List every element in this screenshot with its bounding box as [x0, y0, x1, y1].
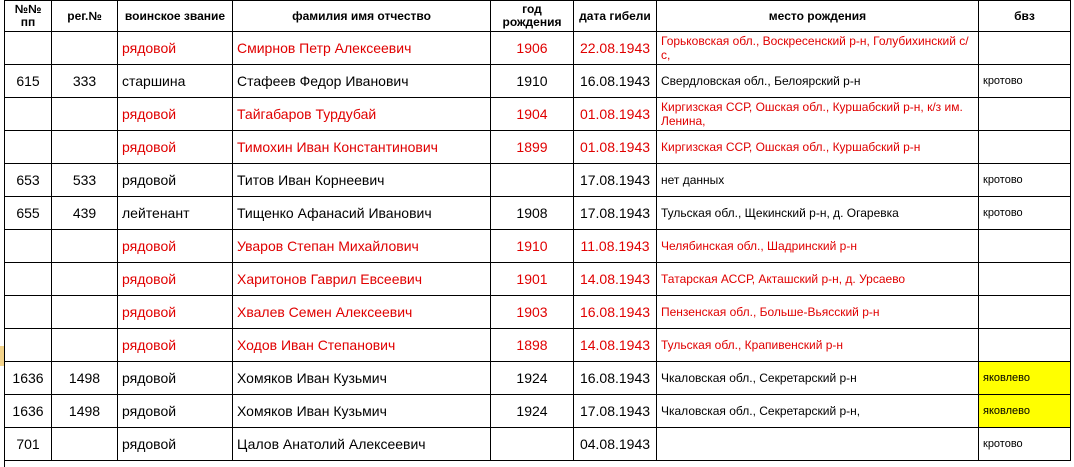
cell-bvz[interactable] [979, 98, 1071, 131]
table-row [5, 362, 1071, 395]
table-row [5, 32, 1071, 65]
cell-bvz[interactable] [979, 131, 1071, 164]
cell-bvz[interactable]: кротово [979, 164, 1071, 197]
table-row [5, 230, 1071, 263]
cell-death[interactable]: 04.08.1943 [574, 428, 657, 461]
cell-bvz[interactable]: кротово [979, 65, 1071, 98]
cell-year[interactable]: 1908 [491, 197, 574, 230]
header-num: №№ пп [5, 1, 52, 32]
header-row [5, 1, 1071, 32]
cell-bvz[interactable]: кротово [979, 197, 1071, 230]
table-row [5, 98, 1071, 131]
cell-name[interactable]: Тищенко Афанасий Иванович [233, 197, 491, 230]
cell-reg[interactable] [52, 296, 118, 329]
cell-death[interactable]: 17.08.1943 [574, 395, 657, 428]
cell-reg[interactable]: 333 [52, 65, 118, 98]
cell-rank[interactable]: рядовой [118, 164, 233, 197]
cell-year[interactable]: 1904 [491, 98, 574, 131]
cell-rank[interactable]: рядовой [118, 329, 233, 362]
cell-place[interactable]: нет данных [657, 164, 979, 197]
cell-rank[interactable]: лейтенант [118, 197, 233, 230]
table-row [5, 197, 1071, 230]
cell-reg[interactable] [52, 329, 118, 362]
cell-year[interactable]: 1924 [491, 395, 574, 428]
cell-place[interactable]: Киргизская ССР, Ошская обл., Куршабский р-н [657, 131, 979, 164]
cell-name[interactable]: Уваров Степан Михайлович [233, 230, 491, 263]
cell-reg[interactable] [52, 32, 118, 65]
cell-year[interactable]: 1906 [491, 32, 574, 65]
cell-rank[interactable]: рядовой [118, 263, 233, 296]
cell-year[interactable] [491, 428, 574, 461]
cell-name[interactable]: Харитонов Гаврил Евсеевич [233, 263, 491, 296]
table-row [5, 329, 1071, 362]
cell-place[interactable]: Пензенская обл., Больше-Вьясский р-н [657, 296, 979, 329]
cell-name[interactable]: Хомяков Иван Кузьмич [233, 362, 491, 395]
cell-death[interactable]: 16.08.1943 [574, 362, 657, 395]
cell-num[interactable] [5, 230, 52, 263]
cell-bvz[interactable]: яковлево [979, 395, 1071, 428]
cell-reg[interactable]: 1498 [52, 362, 118, 395]
header-bvz: бвз [979, 1, 1071, 32]
cell-rank[interactable]: рядовой [118, 98, 233, 131]
cell-name[interactable]: Титов Иван Корнеевич [233, 164, 491, 197]
cell-year[interactable]: 1903 [491, 296, 574, 329]
cell-reg[interactable]: 533 [52, 164, 118, 197]
table-row [5, 395, 1071, 428]
cell-bvz[interactable] [979, 263, 1071, 296]
cell-year[interactable]: 1910 [491, 65, 574, 98]
memorial-table [4, 0, 1071, 461]
cell-death[interactable]: 16.08.1943 [574, 65, 657, 98]
cell-rank[interactable]: рядовой [118, 32, 233, 65]
cell-name[interactable]: Ходов Иван Степанович [233, 329, 491, 362]
cell-place[interactable]: Челябинская обл., Шадринский р-н [657, 230, 979, 263]
cell-bvz[interactable] [979, 230, 1071, 263]
cell-reg[interactable]: 439 [52, 197, 118, 230]
header-name: фамилия имя отчество [233, 1, 491, 32]
cell-name[interactable]: Хомяков Иван Кузьмич [233, 395, 491, 428]
cell-num[interactable]: 1636 [5, 395, 52, 428]
cell-place[interactable]: Татарская АССР, Акташский р-н, д. Урсаево [657, 263, 979, 296]
cell-num[interactable]: 701 [5, 428, 52, 461]
cell-reg[interactable] [52, 230, 118, 263]
cell-rank[interactable]: рядовой [118, 395, 233, 428]
header-year: год рождения [491, 1, 574, 32]
header-death: дата гибели [574, 1, 657, 32]
cell-num[interactable] [5, 263, 52, 296]
table-row [5, 164, 1071, 197]
cell-death[interactable]: 14.08.1943 [574, 329, 657, 362]
cell-num[interactable] [5, 329, 52, 362]
cell-year[interactable]: 1899 [491, 131, 574, 164]
cell-bvz[interactable] [979, 296, 1071, 329]
cell-reg[interactable] [52, 98, 118, 131]
header-reg: рег.№ [52, 1, 118, 32]
cell-reg[interactable] [52, 428, 118, 461]
cell-year[interactable]: 1898 [491, 329, 574, 362]
cell-name[interactable]: Тимохин Иван Константинович [233, 131, 491, 164]
cell-num[interactable] [5, 296, 52, 329]
cell-place[interactable]: Тульская обл., Щекинский р-н, д. Огаревка [657, 197, 979, 230]
cell-rank[interactable]: рядовой [118, 131, 233, 164]
cell-reg[interactable] [52, 131, 118, 164]
cell-num[interactable]: 1636 [5, 362, 52, 395]
cell-name[interactable]: Стафеев Федор Иванович [233, 65, 491, 98]
cell-num[interactable]: 653 [5, 164, 52, 197]
cell-rank[interactable]: рядовой [118, 428, 233, 461]
table-row [5, 296, 1071, 329]
header-rank: воинское звание [118, 1, 233, 32]
cell-place[interactable]: Свердловская обл., Белоярский р-н [657, 65, 979, 98]
cell-rank[interactable]: рядовой [118, 362, 233, 395]
table-row [5, 428, 1071, 461]
cell-name[interactable]: Цалов Анатолий Алексеевич [233, 428, 491, 461]
cell-bvz[interactable] [979, 329, 1071, 362]
cell-rank[interactable]: старшина [118, 65, 233, 98]
cell-rank[interactable]: рядовой [118, 230, 233, 263]
cell-death[interactable]: 16.08.1943 [574, 296, 657, 329]
cell-year[interactable]: 1924 [491, 362, 574, 395]
cell-death[interactable]: 14.08.1943 [574, 263, 657, 296]
cell-place[interactable]: Чкаловская обл., Секретарский р-н, [657, 395, 979, 428]
cell-name[interactable]: Смирнов Петр Алексеевич [233, 32, 491, 65]
table-row [5, 131, 1071, 164]
cell-name[interactable]: Хвалев Семен Алексеевич [233, 296, 491, 329]
cell-num[interactable]: 655 [5, 197, 52, 230]
cell-place[interactable]: Горьковская обл., Воскресенский р-н, Голубихинский с/с, [657, 32, 979, 65]
cell-num[interactable] [5, 131, 52, 164]
cell-bvz[interactable] [979, 32, 1071, 65]
cell-death[interactable]: 22.08.1943 [574, 32, 657, 65]
cell-year[interactable]: 1901 [491, 263, 574, 296]
cell-year[interactable] [491, 164, 574, 197]
cell-name[interactable]: Тайгабаров Турдубай [233, 98, 491, 131]
cell-num[interactable] [5, 32, 52, 65]
cell-death[interactable]: 17.08.1943 [574, 164, 657, 197]
cell-place[interactable]: Чкаловская обл., Секретарский р-н [657, 362, 979, 395]
cell-bvz[interactable]: кротово [979, 428, 1071, 461]
cell-rank[interactable]: рядовой [118, 296, 233, 329]
cell-num[interactable]: 615 [5, 65, 52, 98]
table-row [5, 65, 1071, 98]
cell-bvz[interactable]: яковлево [979, 362, 1071, 395]
cell-death[interactable]: 17.08.1943 [574, 197, 657, 230]
cell-death[interactable]: 11.08.1943 [574, 230, 657, 263]
cell-reg[interactable] [52, 263, 118, 296]
cell-death[interactable]: 01.08.1943 [574, 131, 657, 164]
cell-place[interactable]: Киргизская ССР, Ошская обл., Куршабский р-н, к/з им. Ленина, [657, 98, 979, 131]
sheet-left-border [4, 0, 5, 467]
cell-year[interactable]: 1910 [491, 230, 574, 263]
cell-place[interactable] [657, 428, 979, 461]
table-row [5, 263, 1071, 296]
cell-num[interactable] [5, 98, 52, 131]
cell-reg[interactable]: 1498 [52, 395, 118, 428]
header-place: место рождения [657, 1, 979, 32]
cell-place[interactable]: Тульская обл., Крапивенский р-н [657, 329, 979, 362]
cell-death[interactable]: 01.08.1943 [574, 98, 657, 131]
